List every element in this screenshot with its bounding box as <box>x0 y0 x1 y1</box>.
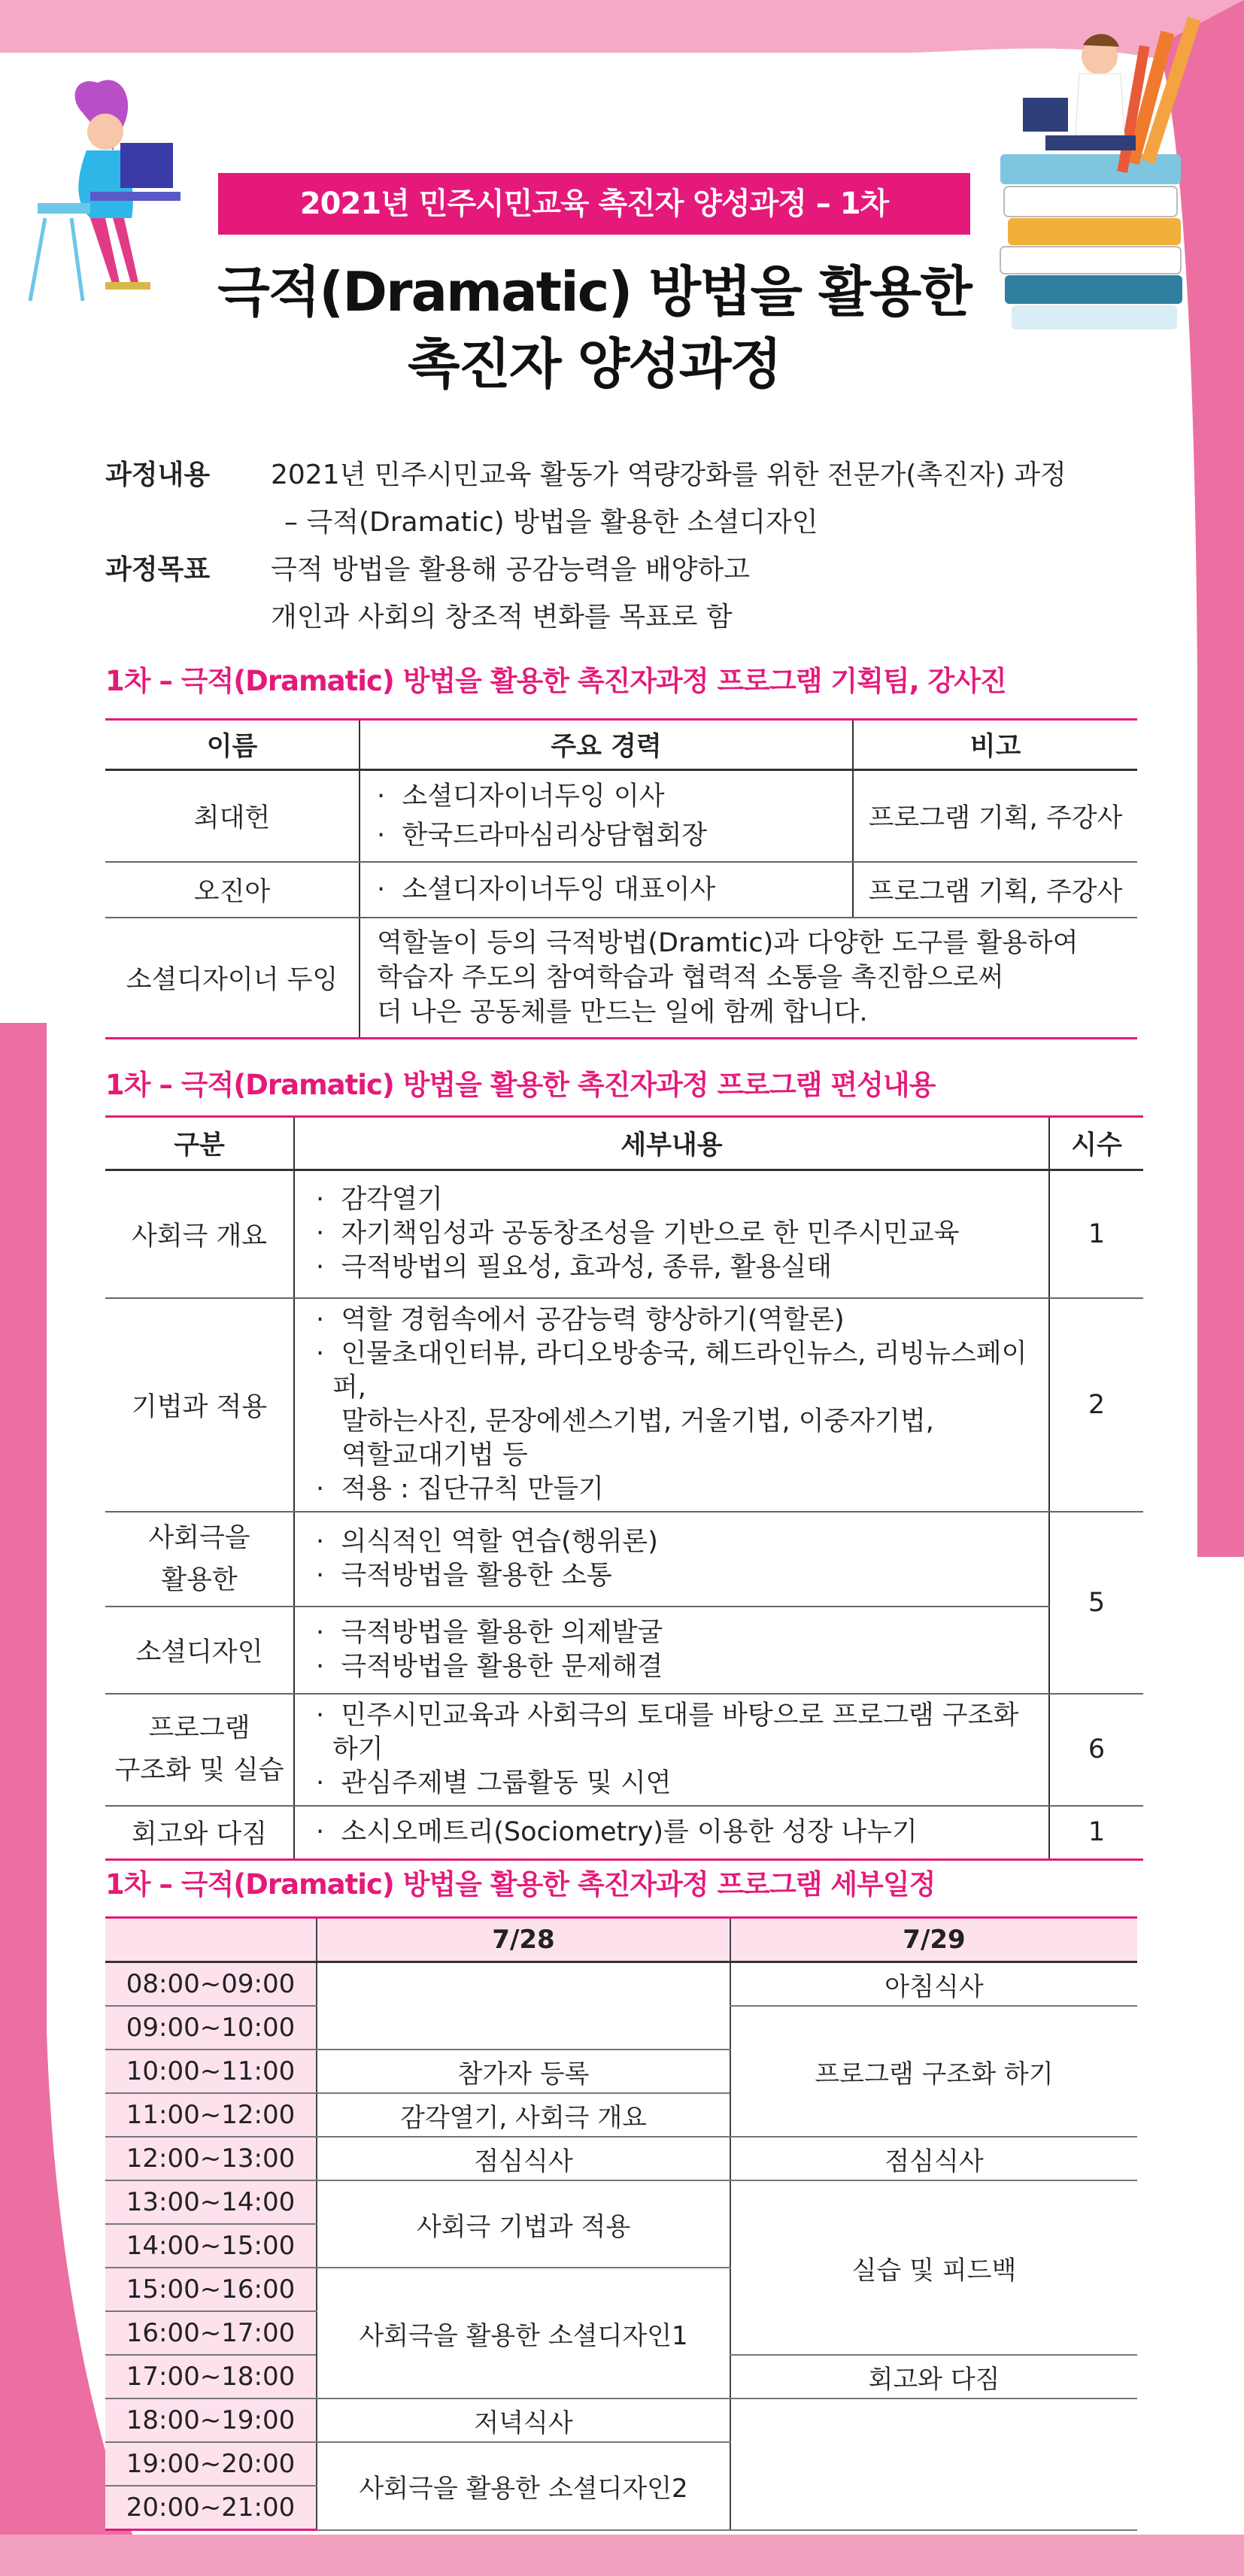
course-info <box>105 451 1143 641</box>
staff-note: 프로그램 기획, 주강사 <box>853 862 1137 918</box>
col-note-header: 비고 <box>853 720 1137 770</box>
table-row <box>105 2399 1137 2442</box>
detail-item-continued: 역할교대기법 등 <box>341 1440 528 1470</box>
org-desc-line: 학습자 주도의 참여학습과 협력적 소통을 촉진함으로써 <box>377 962 1004 993</box>
career-item: 소셜디자이너두잉 대표이사 <box>402 875 716 905</box>
org-desc-line: 역할놀이 등의 극적방법(Dramtic)과 다양한 도구를 활용하여 <box>377 927 1079 958</box>
title-line-2: 촉진자 양성과정 <box>408 332 781 396</box>
col-hours-header: 시수 <box>1049 1117 1143 1170</box>
category: 기법과 적용 <box>105 1298 294 1512</box>
time-slot: 13:00~14:00 <box>105 2180 317 2224</box>
time-slot: 15:00~16:00 <box>105 2268 317 2311</box>
detail-item-continued: 말하는사진, 문장에센스기법, 거울기법, 이중자기법, <box>341 1406 934 1437</box>
section-title-staff: 1차 – 극적(Dramatic) 방법을 활용한 촉진자과정 프로그램 기획팀, 강사진 <box>105 665 1006 697</box>
schedule-item: 사회극을 활용한 소셜디자인1 <box>317 2268 730 2399</box>
category: 활용한 <box>161 1564 238 1595</box>
detail-item: 관심주제별 그룹활동 및 시연 <box>341 1767 672 1798</box>
detail-item: 소시오메트리(Sociometry)를 이용한 성장 나누기 <box>341 1816 918 1847</box>
day-header-0729: 7/29 <box>730 1918 1137 1962</box>
category: 소셜디자인 <box>105 1607 294 1694</box>
time-slot: 17:00~18:00 <box>105 2355 317 2399</box>
hours: 6 <box>1049 1694 1143 1806</box>
time-slot: 09:00~10:00 <box>105 2006 317 2050</box>
schedule-item: 점심식사 <box>317 2137 730 2180</box>
table-row: 최대헌 · 소셜디자이너두잉 이사 · 한국드라마심리상담협회장 프로그램 기획, 주강사 <box>105 770 1137 863</box>
day-header-0728: 7/28 <box>317 1918 730 1962</box>
goal-line-2: 개인과 사회의 창조적 변화를 목표로 함 <box>271 602 733 633</box>
time-slot: 08:00~09:00 <box>105 1962 317 2007</box>
course-banner: 2021년 민주시민교육 촉진자 양성과정 – 1차 <box>218 173 970 235</box>
schedule-item: 실습 및 피드백 <box>730 2180 1137 2355</box>
detail-item: 민주시민교육과 사회극의 토대를 바탕으로 프로그램 구조화 하기 <box>332 1700 1019 1764</box>
staff-note: 프로그램 기획, 주강사 <box>853 770 1137 863</box>
content-line-2: – 극적(Dramatic) 방법을 활용한 소셜디자인 <box>284 507 818 538</box>
time-slot: 12:00~13:00 <box>105 2137 317 2180</box>
schedule-empty <box>317 1962 730 2050</box>
schedule-item: 저녁식사 <box>317 2399 730 2442</box>
col-category-header: 구분 <box>105 1117 294 1170</box>
detail-item: 역할 경험속에서 공감능력 향상하기(역할론) <box>341 1304 845 1335</box>
table-row: 회고와 다짐 · 소시오메트리(Sociometry)를 이용한 성장 나누기 1 <box>105 1806 1143 1860</box>
staff-name: 소셜디자이너 두잉 <box>105 918 360 1038</box>
category: 회고와 다짐 <box>105 1806 294 1860</box>
table-row <box>105 918 1137 1038</box>
detail-item: 극적방법을 활용한 소통 <box>341 1560 612 1591</box>
table-row: 기법과 적용 · 역할 경험속에서 공감능력 향상하기(역할론) · 인물초대인터뷰, 라디오방송국, 헤드라인뉴스, 리빙뉴스페이퍼, 말하는사진, 문장에센스기법, 거울기법, 이중자기법, 역할교대기법 등 · 적용 : 집단규칙 만들기 2 <box>105 1298 1143 1512</box>
org-desc-line: 더 나은 공동체를 만드는 일에 함께 합니다. <box>377 997 868 1027</box>
table-header-row <box>105 720 1137 770</box>
table-row: 오진아 · 소셜디자이너두잉 대표이사 프로그램 기획, 주강사 <box>105 862 1137 918</box>
time-slot: 20:00~21:00 <box>105 2486 317 2530</box>
detail-item: 감각열기 <box>341 1185 443 1215</box>
table-row: 소셜디자인 · 극적방법을 활용한 의제발굴 · 극적방법을 활용한 문제해결 <box>105 1607 1143 1694</box>
table-header-row <box>105 1117 1143 1170</box>
section-title-curriculum: 1차 – 극적(Dramatic) 방법을 활용한 촉진자과정 프로그램 편성내용 <box>105 1069 936 1101</box>
col-name-header: 이름 <box>105 720 360 770</box>
schedule-item: 아침식사 <box>730 1962 1137 2007</box>
hours: 1 <box>1049 1170 1143 1298</box>
time-header <box>105 1918 317 1962</box>
detail-item: 인물초대인터뷰, 라디오방송국, 헤드라인뉴스, 리빙뉴스페이퍼, <box>332 1338 1027 1403</box>
table-row: 사회극 개요 · 감각열기 · 자기책임성과 공동창조성을 기반으로 한 민주시민교육 · 극적방법의 필요성, 효과성, 종류, 활용실태 1 <box>105 1170 1143 1298</box>
hours: 2 <box>1049 1298 1143 1512</box>
time-slot: 16:00~17:00 <box>105 2311 317 2355</box>
table-row: 프로그램 구조화 및 실습 · 민주시민교육과 사회극의 토대를 바탕으로 프로그램 구조화 하기 · 관심주제별 그룹활동 및 시연 6 <box>105 1694 1143 1806</box>
title-line-1: 극적(Dramatic) 방법을 활용한 <box>217 260 971 323</box>
content-label: 과정내용 <box>105 460 211 490</box>
curriculum-table <box>105 1115 1143 1861</box>
goal-line-1: 극적 방법을 활용해 공감능력을 배양하고 <box>271 554 750 585</box>
page-title <box>188 256 1000 400</box>
schedule-item: 사회극 기법과 적용 <box>317 2180 730 2268</box>
career-item: 한국드라마심리상담협회장 <box>402 821 708 851</box>
time-slot: 10:00~11:00 <box>105 2050 317 2093</box>
schedule-item: 사회극을 활용한 소셜디자인2 <box>317 2442 730 2530</box>
schedule-table <box>105 1916 1137 2531</box>
category: 사회극을 <box>148 1522 250 1553</box>
time-slot: 19:00~20:00 <box>105 2442 317 2486</box>
category: 구조화 및 실습 <box>114 1755 284 1786</box>
table-row: 사회극을 활용한 · 의식적인 역할 연습(행위론) · 극적방법을 활용한 소통 5 <box>105 1512 1143 1607</box>
detail-item: 극적방법의 필요성, 효과성, 종류, 활용실태 <box>341 1252 833 1283</box>
category: 프로그램 <box>148 1713 250 1743</box>
col-career-header: 주요 경력 <box>360 720 853 770</box>
schedule-item: 점심식사 <box>730 2137 1137 2180</box>
staff-table <box>105 718 1137 1039</box>
table-row <box>105 1962 1137 2007</box>
detail-item: 적용 : 집단규칙 만들기 <box>341 1473 604 1504</box>
staff-name: 최대헌 <box>105 770 360 863</box>
time-slot: 14:00~15:00 <box>105 2224 317 2268</box>
career-item: 소셜디자이너두잉 이사 <box>402 781 665 812</box>
schedule-empty <box>730 2399 1137 2530</box>
detail-item: 극적방법을 활용한 문제해결 <box>341 1651 663 1682</box>
col-detail-header: 세부내용 <box>294 1117 1049 1170</box>
hours: 1 <box>1049 1806 1143 1860</box>
schedule-item: 회고와 다짐 <box>730 2355 1137 2399</box>
staff-name: 오진아 <box>105 862 360 918</box>
detail-item: 극적방법을 활용한 의제발굴 <box>341 1617 663 1648</box>
table-header-row <box>105 1918 1137 1962</box>
time-slot: 18:00~19:00 <box>105 2399 317 2442</box>
detail-item: 의식적인 역할 연습(행위론) <box>341 1526 658 1557</box>
table-row <box>105 2180 1137 2224</box>
category: 사회극 개요 <box>105 1170 294 1298</box>
goal-label: 과정목표 <box>105 554 211 585</box>
schedule-item: 참가자 등록 <box>317 2050 730 2093</box>
schedule-item: 프로그램 구조화 하기 <box>730 2006 1137 2137</box>
detail-item: 자기책임성과 공동창조성을 기반으로 한 민주시민교육 <box>341 1218 960 1249</box>
hours: 5 <box>1049 1512 1143 1694</box>
time-slot: 11:00~12:00 <box>105 2093 317 2137</box>
table-row <box>105 2137 1137 2180</box>
section-title-schedule: 1차 – 극적(Dramatic) 방법을 활용한 촉진자과정 프로그램 세부일정 <box>105 1868 936 1901</box>
schedule-item: 감각열기, 사회극 개요 <box>317 2093 730 2137</box>
content-line-1: 2021년 민주시민교육 활동가 역량강화를 위한 전문가(촉진자) 과정 <box>271 460 1067 490</box>
